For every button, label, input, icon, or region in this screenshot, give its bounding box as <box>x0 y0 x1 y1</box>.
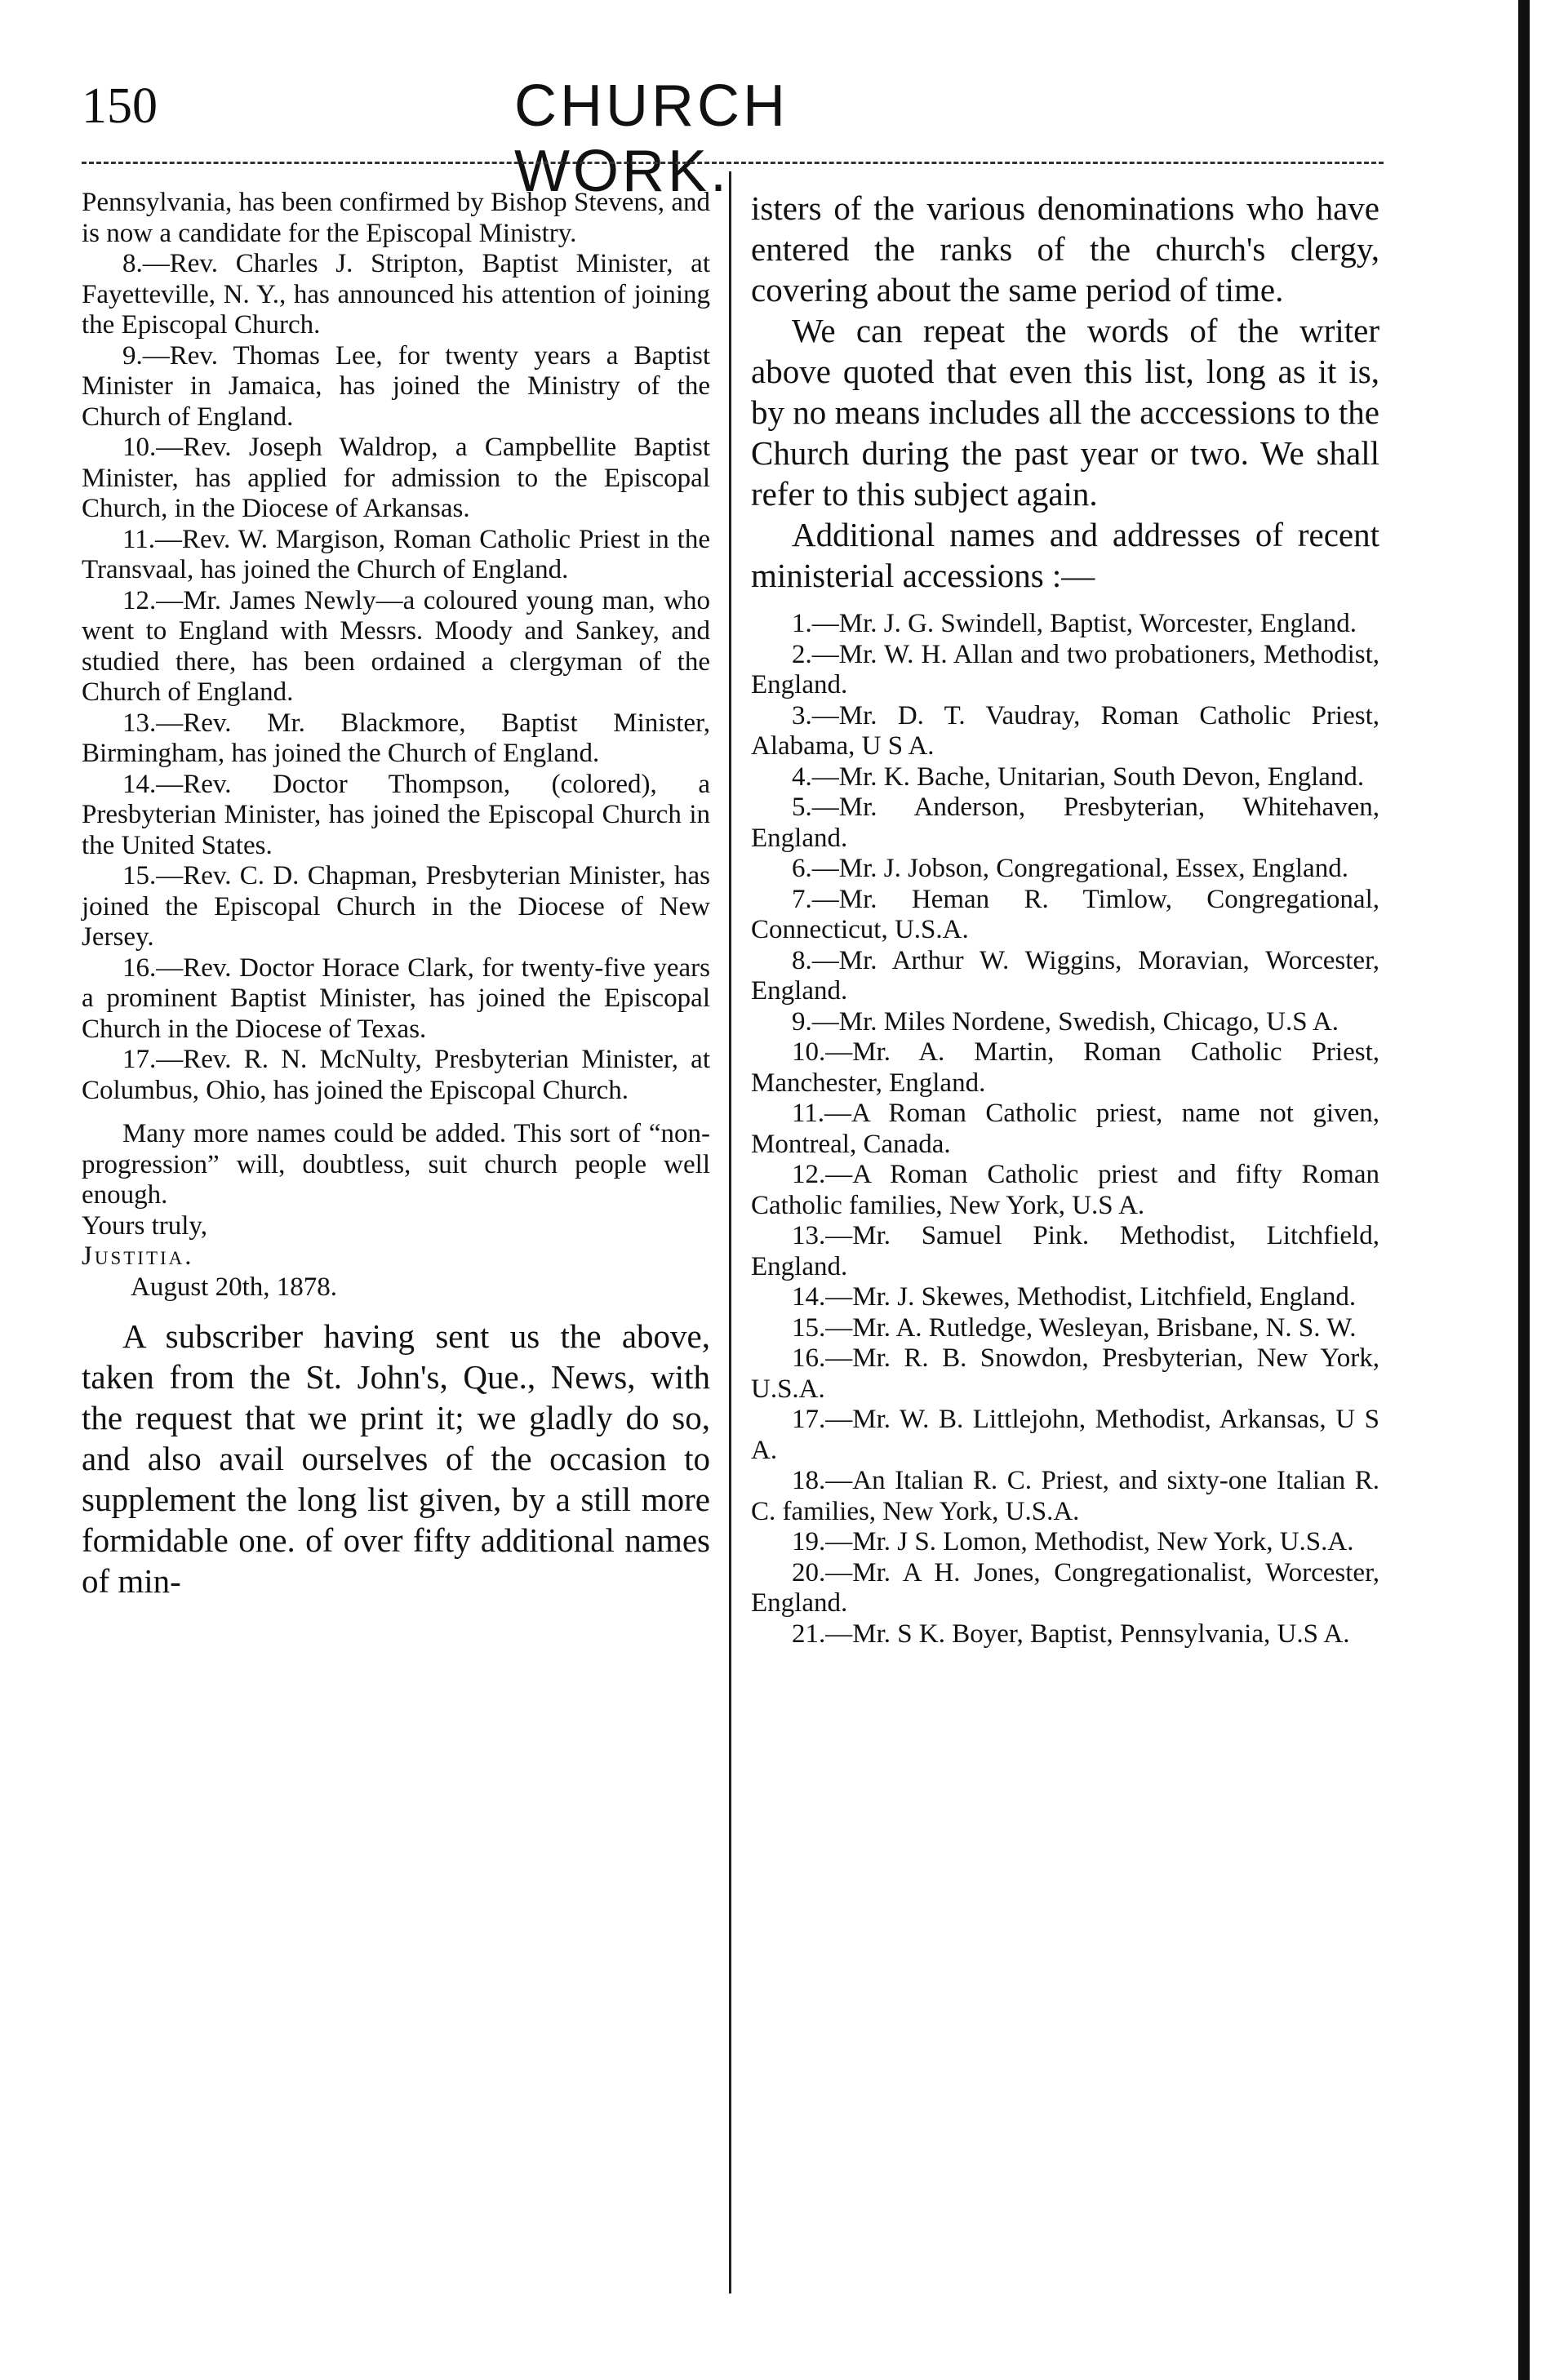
spacer <box>751 596 1379 609</box>
left-paragraph: 14.—Rev. Doctor Thompson, (colored), a Presbyterian Minister, has joined the Episcopal Church in the United States. <box>82 769 710 860</box>
signoff: Yours truly, <box>82 1210 208 1241</box>
left-paragraph: 15.—Rev. C. D. Chapman, Presbyterian Minister, has joined the Episcopal Church in the Diocese of New Jersey. <box>82 861 710 952</box>
accession-entry: 18.—An Italian R. C. Priest, and sixty-one Italian R. C. families, New York, U.S.A. <box>751 1466 1379 1526</box>
left-paragraph: 9.—Rev. Thomas Lee, for twenty years a Baptist Minister in Jamaica, has joined the Ministry of the Church of England. <box>82 340 710 432</box>
left-paragraph: 16.—Rev. Doctor Horace Clark, for twenty-five years a prominent Baptist Minister, has joined the Episcopal Church in the Diocese of Texas. <box>82 952 710 1044</box>
right-column <box>751 188 1379 1650</box>
accession-entry: 6.—Mr. J. Jobson, Congregational, Essex, England. <box>792 854 1348 883</box>
spacer <box>82 1303 710 1316</box>
accession-entry: 11.—A Roman Catholic priest, name not given, Montreal, Canada. <box>751 1099 1379 1159</box>
left-paragraph: Many more names could be added. This sort of “non-progression” will, doubtless, suit church people well enough. <box>82 1119 710 1210</box>
page-number: 150 <box>82 78 158 134</box>
left-paragraph: 11.—Rev. W. Margison, Roman Catholic Priest in the Transvaal, has joined the Church of England. <box>82 524 710 584</box>
left-paragraph: 13.—Rev. Mr. Blackmore, Baptist Minister, Birmingham, has joined the Church of England. <box>82 708 710 768</box>
accession-entry: 21.—Mr. S K. Boyer, Baptist, Pennsylvania, U.S A. <box>792 1618 1350 1649</box>
accession-entry: 14.—Mr. J. Skewes, Methodist, Litchfield, England. <box>792 1282 1357 1312</box>
accession-entry: 4.—Mr. K. Bache, Unitarian, South Devon, England. <box>792 762 1365 792</box>
signature: Justitia. <box>82 1241 194 1271</box>
left-paragraph: 8.—Rev. Charles J. Stripton, Baptist Minister, at Fayetteville, N. Y., has announced his attention of joining the Episcopal Church. <box>82 249 710 340</box>
accession-entry: 19.—Mr. J S. Lomon, Methodist, New York, U.S.A. <box>792 1527 1354 1556</box>
accession-entry: 2.—Mr. W. H. Allan and two probationers, Methodist, England. <box>751 639 1379 699</box>
header-rule <box>82 162 1384 164</box>
right-intro-paragraph: isters of the various denominations who have entered the ranks of the church's clergy, covering about the same period of time. <box>751 189 1379 309</box>
closing-paragraph: A subscriber having sent us the above, taken from the St. John's, Que., News, with the request that we print it; we gladly do so, and also avail ourselves of the occasion to supplement the long list given, by a still more formidable one. of over fifty additional names of min- <box>82 1317 710 1600</box>
accession-entry: 1.—Mr. J. G. Swindell, Baptist, Worcester, England. <box>792 609 1357 638</box>
running-title: CHURCH WORK. <box>514 73 789 204</box>
scan-edge-bar <box>1518 0 1530 2380</box>
spacer <box>82 1106 710 1119</box>
accession-entry: 7.—Mr. Heman R. Timlow, Congregational, Connecticut, U.S.A. <box>751 884 1379 944</box>
left-paragraph: 17.—Rev. R. N. McNulty, Presbyterian Minister, at Columbus, Ohio, has joined the Episcopal Church. <box>82 1045 710 1105</box>
right-intro-paragraph: Additional names and addresses of recent ministerial accessions :— <box>751 516 1379 594</box>
column-divider <box>729 171 731 2293</box>
accession-entry: 13.—Mr. Samuel Pink. Methodist, Litchfield, England. <box>751 1221 1379 1281</box>
left-paragraph: Pennsylvania, has been confirmed by Bishop Stevens, and is now a candidate for the Episcopal Ministry. <box>82 188 710 248</box>
accession-entry: 10.—Mr. A. Martin, Roman Catholic Priest, Manchester, England. <box>751 1037 1379 1098</box>
accession-entry: 12.—A Roman Catholic priest and fifty Roman Catholic families, New York, U.S A. <box>751 1160 1379 1220</box>
left-paragraph: 10.—Rev. Joseph Waldrop, a Campbellite Baptist Minister, has applied for admission to the Episcopal Church, in the Diocese of Arkansas. <box>82 433 710 523</box>
accession-entry: 20.—Mr. A H. Jones, Congregationalist, Worcester, England. <box>751 1557 1379 1618</box>
left-paragraph: 12.—Mr. James Newly—a coloured young man, who went to England with Messrs. Moody and Sankey, and studied there, has been ordained a clergyman of the Church of England. <box>82 585 710 707</box>
accession-entry: 16.—Mr. R. B. Snowdon, Presbyterian, New York, U.S.A. <box>751 1343 1379 1404</box>
right-intro-paragraph: We can repeat the words of the writer above quoted that even this list, long as it is, by no means includes all the acccessions to the Church during the past year or two. We shall refer to this subject again. <box>751 312 1379 513</box>
accession-entry: 8.—Mr. Arthur W. Wiggins, Moravian, Worcester, England. <box>751 945 1379 1006</box>
left-column <box>82 188 710 1601</box>
accession-entry: 17.—Mr. W. B. Littlejohn, Methodist, Arkansas, U S A. <box>751 1405 1379 1465</box>
accession-entry: 5.—Mr. Anderson, Presbyterian, Whitehaven, England. <box>751 793 1379 853</box>
letter-date: August 20th, 1878. <box>131 1272 338 1302</box>
accession-entry: 9.—Mr. Miles Nordene, Swedish, Chicago, U.S A. <box>792 1006 1339 1037</box>
accession-entry: 15.—Mr. A. Rutledge, Wesleyan, Brisbane, N. S. W. <box>792 1312 1357 1343</box>
page-header <box>82 73 1012 204</box>
accession-entry: 3.—Mr. D. T. Vaudray, Roman Catholic Priest, Alabama, U S A. <box>751 700 1379 761</box>
